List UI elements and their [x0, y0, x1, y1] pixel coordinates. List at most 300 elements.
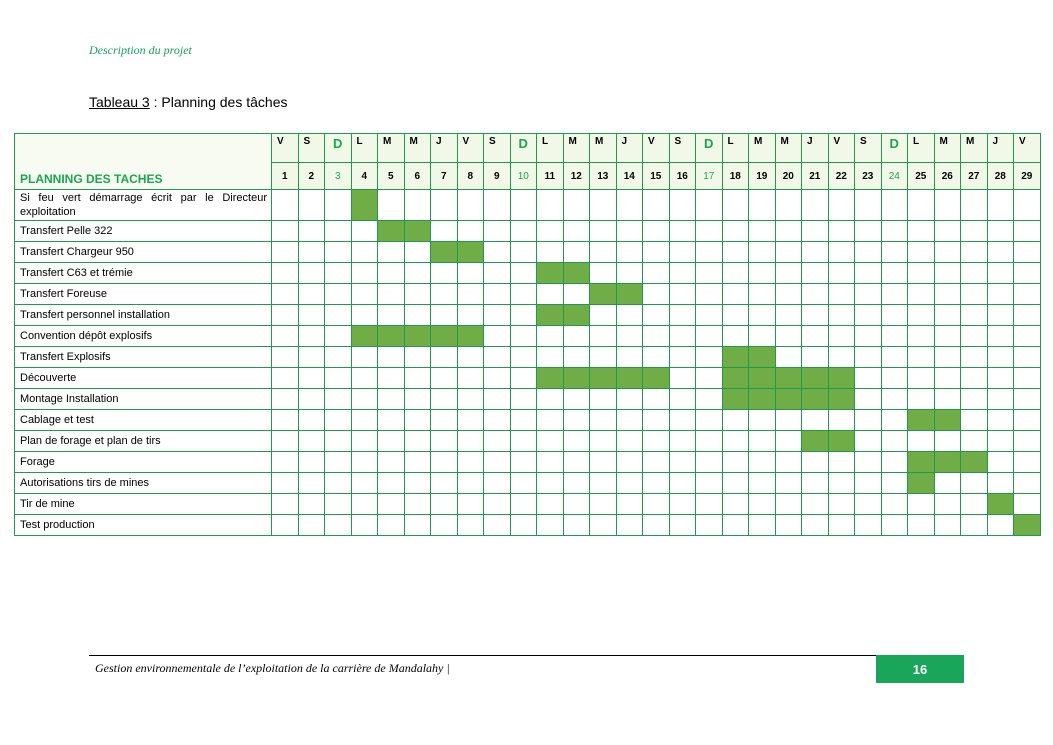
gantt-cell	[616, 515, 643, 536]
gantt-cell	[961, 284, 988, 305]
gantt-cell	[749, 305, 776, 326]
gantt-bar-cell	[431, 242, 458, 263]
gantt-cell	[298, 452, 325, 473]
day-letter: D	[696, 134, 723, 163]
gantt-cell	[987, 515, 1014, 536]
gantt-cell	[457, 410, 484, 431]
gantt-cell	[908, 305, 935, 326]
gantt-bar-cell	[828, 389, 855, 410]
gantt-cell	[855, 284, 882, 305]
gantt-cell	[749, 431, 776, 452]
gantt-cell	[457, 190, 484, 221]
gantt-cell	[722, 452, 749, 473]
day-letter: D	[510, 134, 537, 163]
gantt-cell	[537, 389, 564, 410]
gantt-cell	[590, 242, 617, 263]
gantt-cell	[881, 515, 908, 536]
gantt-cell	[616, 452, 643, 473]
gantt-cell	[325, 326, 352, 347]
gantt-cell	[431, 494, 458, 515]
gantt-cell	[961, 242, 988, 263]
gantt-cell	[590, 452, 617, 473]
gantt-cell	[775, 452, 802, 473]
gantt-cell	[563, 410, 590, 431]
day-letter: V	[272, 134, 299, 163]
task-row	[15, 305, 1041, 326]
gantt-cell	[431, 305, 458, 326]
gantt-cell	[431, 389, 458, 410]
gantt-cell	[272, 389, 299, 410]
gantt-cell	[378, 431, 405, 452]
gantt-cell	[669, 431, 696, 452]
gantt-cell	[669, 263, 696, 284]
gantt-cell	[351, 494, 378, 515]
day-number: 27	[961, 163, 988, 190]
gantt-cell	[828, 263, 855, 284]
gantt-cell	[987, 305, 1014, 326]
gantt-cell	[987, 473, 1014, 494]
gantt-cell	[378, 263, 405, 284]
gantt-bar-cell	[908, 452, 935, 473]
gantt-cell	[404, 242, 431, 263]
gantt-cell	[616, 473, 643, 494]
gantt-cell	[325, 452, 352, 473]
gantt-cell	[272, 473, 299, 494]
day-number: 4	[351, 163, 378, 190]
gantt-cell	[881, 284, 908, 305]
gantt-cell	[484, 347, 511, 368]
gantt-cell	[1014, 431, 1041, 452]
gantt-cell	[351, 263, 378, 284]
day-number: 11	[537, 163, 564, 190]
gantt-cell	[802, 347, 829, 368]
gantt-cell	[908, 515, 935, 536]
day-letter: J	[987, 134, 1014, 163]
gantt-cell	[1014, 221, 1041, 242]
gantt-cell	[881, 452, 908, 473]
gantt-cell	[351, 515, 378, 536]
gantt-cell	[987, 190, 1014, 221]
gantt-cell	[272, 515, 299, 536]
gantt-cell	[749, 494, 776, 515]
gantt-cell	[828, 515, 855, 536]
gantt-cell	[510, 494, 537, 515]
gantt-cell	[881, 242, 908, 263]
gantt-cell	[563, 515, 590, 536]
task-name: Transfert C63 et trémie	[15, 263, 272, 284]
gantt-cell	[537, 284, 564, 305]
day-number: 23	[855, 163, 882, 190]
gantt-cell	[457, 347, 484, 368]
day-number: 12	[563, 163, 590, 190]
gantt-cell	[298, 494, 325, 515]
gantt-cell	[484, 494, 511, 515]
gantt-cell	[749, 221, 776, 242]
gantt-cell	[961, 368, 988, 389]
gantt-cell	[961, 515, 988, 536]
gantt-cell	[987, 263, 1014, 284]
gantt-cell	[457, 263, 484, 284]
gantt-cell	[325, 368, 352, 389]
gantt-cell	[616, 190, 643, 221]
gantt-cell	[537, 515, 564, 536]
gantt-cell	[590, 347, 617, 368]
gantt-cell	[855, 515, 882, 536]
gantt-cell	[722, 473, 749, 494]
gantt-cell	[272, 284, 299, 305]
gantt-cell	[431, 431, 458, 452]
gantt-cell	[484, 190, 511, 221]
gantt-cell	[934, 389, 961, 410]
gantt-cell	[484, 242, 511, 263]
gantt-cell	[298, 284, 325, 305]
gantt-cell	[616, 410, 643, 431]
gantt-bar-cell	[802, 389, 829, 410]
gantt-cell	[616, 431, 643, 452]
gantt-cell	[325, 221, 352, 242]
gantt-cell	[325, 347, 352, 368]
gantt-cell	[563, 452, 590, 473]
gantt-cell	[828, 190, 855, 221]
gantt-cell	[987, 221, 1014, 242]
gantt-cell	[855, 410, 882, 431]
day-number: 9	[484, 163, 511, 190]
section-header: Description du projet	[89, 43, 192, 57]
gantt-cell	[590, 221, 617, 242]
gantt-bar-cell	[590, 368, 617, 389]
gantt-cell	[351, 347, 378, 368]
gantt-bar-cell	[537, 263, 564, 284]
gantt-cell	[908, 494, 935, 515]
day-letter: D	[325, 134, 352, 163]
gantt-cell	[510, 368, 537, 389]
gantt-cell	[961, 473, 988, 494]
gantt-bar-cell	[616, 368, 643, 389]
task-name: Transfert Foreuse	[15, 284, 272, 305]
gantt-cell	[669, 242, 696, 263]
gantt-cell	[802, 515, 829, 536]
gantt-cell	[828, 242, 855, 263]
gantt-cell	[881, 494, 908, 515]
gantt-cell	[722, 190, 749, 221]
gantt-cell	[802, 284, 829, 305]
gantt-cell	[908, 431, 935, 452]
gantt-bar-cell	[643, 368, 670, 389]
gantt-cell	[484, 326, 511, 347]
gantt-cell	[696, 326, 723, 347]
gantt-cell	[643, 326, 670, 347]
gantt-bar-cell	[616, 284, 643, 305]
gantt-cell	[669, 473, 696, 494]
gantt-cell	[881, 190, 908, 221]
gantt-cell	[537, 410, 564, 431]
gantt-cell	[325, 473, 352, 494]
gantt-cell	[643, 305, 670, 326]
gantt-cell	[510, 389, 537, 410]
gantt-bar-cell	[749, 347, 776, 368]
gantt-bar-cell	[563, 368, 590, 389]
gantt-cell	[828, 284, 855, 305]
task-name: Test production	[15, 515, 272, 536]
gantt-cell	[590, 263, 617, 284]
gantt-cell	[590, 326, 617, 347]
gantt-cell	[1014, 326, 1041, 347]
day-letter: M	[961, 134, 988, 163]
day-number: 15	[643, 163, 670, 190]
day-letter: M	[404, 134, 431, 163]
gantt-cell	[775, 494, 802, 515]
gantt-cell	[722, 284, 749, 305]
gantt-cell	[457, 389, 484, 410]
day-number: 1	[272, 163, 299, 190]
gantt-cell	[961, 221, 988, 242]
gantt-cell	[643, 473, 670, 494]
task-name: Transfert personnel installation	[15, 305, 272, 326]
gantt-cell	[298, 221, 325, 242]
task-row	[15, 242, 1041, 263]
gantt-cell	[404, 410, 431, 431]
task-row	[15, 326, 1041, 347]
gantt-bar-cell	[722, 389, 749, 410]
gantt-cell	[643, 431, 670, 452]
gantt-cell	[457, 221, 484, 242]
gantt-cell	[272, 242, 299, 263]
gantt-cell	[802, 473, 829, 494]
gantt-bar-cell	[775, 389, 802, 410]
gantt-cell	[934, 347, 961, 368]
gantt-cell	[987, 368, 1014, 389]
gantt-cell	[775, 305, 802, 326]
gantt-cell	[749, 326, 776, 347]
day-letter: V	[1014, 134, 1041, 163]
gantt-cell	[828, 494, 855, 515]
gantt-bar-cell	[722, 368, 749, 389]
gantt-cell	[696, 263, 723, 284]
gantt-cell	[908, 263, 935, 284]
gantt-cell	[934, 431, 961, 452]
gantt-cell	[722, 221, 749, 242]
gantt-cell	[749, 242, 776, 263]
task-row	[15, 452, 1041, 473]
gantt-cell	[457, 494, 484, 515]
gantt-cell	[855, 494, 882, 515]
gantt-cell	[484, 452, 511, 473]
gantt-cell	[298, 326, 325, 347]
gantt-cell	[722, 263, 749, 284]
day-number: 20	[775, 163, 802, 190]
gantt-cell	[934, 473, 961, 494]
gantt-bar-cell	[537, 368, 564, 389]
gantt-cell	[298, 242, 325, 263]
gantt-cell	[298, 305, 325, 326]
day-number: 8	[457, 163, 484, 190]
gantt-bar-cell	[828, 431, 855, 452]
gantt-cell	[537, 190, 564, 221]
task-name: Montage Installation	[15, 389, 272, 410]
day-number: 18	[722, 163, 749, 190]
gantt-cell	[987, 284, 1014, 305]
gantt-cell	[855, 431, 882, 452]
task-name: Si feu vert démarrage écrit par le Directeur exploitation	[15, 190, 272, 221]
gantt-cell	[987, 431, 1014, 452]
day-number: 16	[669, 163, 696, 190]
gantt-cell	[828, 305, 855, 326]
gantt-cell	[855, 473, 882, 494]
gantt-cell	[775, 515, 802, 536]
gantt-cell	[325, 494, 352, 515]
gantt-cell	[563, 190, 590, 221]
gantt-cell	[510, 515, 537, 536]
task-row	[15, 473, 1041, 494]
gantt-cell	[775, 347, 802, 368]
gantt-cell	[563, 242, 590, 263]
footer-text: Gestion environnementale de l’exploitation de la carrière de Mandalahy |	[95, 661, 450, 675]
gantt-cell	[669, 347, 696, 368]
gantt-bar-cell	[987, 494, 1014, 515]
gantt-cell	[510, 410, 537, 431]
gantt-cell	[351, 242, 378, 263]
gantt-cell	[934, 284, 961, 305]
gantt-cell	[775, 263, 802, 284]
gantt-cell	[643, 347, 670, 368]
day-number: 7	[431, 163, 458, 190]
gantt-cell	[1014, 494, 1041, 515]
gantt-cell	[669, 190, 696, 221]
gantt-cell	[828, 410, 855, 431]
gantt-cell	[378, 452, 405, 473]
task-name: Cablage et test	[15, 410, 272, 431]
gantt-cell	[696, 221, 723, 242]
gantt-cell	[351, 221, 378, 242]
gantt-cell	[431, 368, 458, 389]
gantt-cell	[351, 305, 378, 326]
day-number: 10	[510, 163, 537, 190]
gantt-cell	[457, 431, 484, 452]
gantt-cell	[881, 221, 908, 242]
task-name: Découverte	[15, 368, 272, 389]
gantt-cell	[351, 431, 378, 452]
gantt-cell	[272, 494, 299, 515]
gantt-cell	[908, 368, 935, 389]
gantt-cell	[696, 494, 723, 515]
gantt-cell	[881, 263, 908, 284]
gantt-bar-cell	[749, 368, 776, 389]
gantt-cell	[802, 305, 829, 326]
gantt-cell	[404, 389, 431, 410]
gantt-cell	[378, 242, 405, 263]
task-row	[15, 410, 1041, 431]
gantt-bar-cell	[908, 473, 935, 494]
gantt-cell	[934, 494, 961, 515]
gantt-cell	[802, 190, 829, 221]
gantt-cell	[431, 410, 458, 431]
gantt-cell	[643, 221, 670, 242]
gantt-cell	[272, 221, 299, 242]
gantt-cell	[404, 284, 431, 305]
gantt-cell	[722, 410, 749, 431]
gantt-bar-cell	[934, 452, 961, 473]
gantt-cell	[298, 368, 325, 389]
gantt-bar-cell	[563, 305, 590, 326]
gantt-cell	[431, 473, 458, 494]
gantt-cell	[722, 431, 749, 452]
gantt-cell	[484, 284, 511, 305]
gantt-cell	[563, 389, 590, 410]
gantt-cell	[590, 494, 617, 515]
gantt-cell	[802, 221, 829, 242]
day-number: 2	[298, 163, 325, 190]
gantt-cell	[934, 326, 961, 347]
gantt-cell	[484, 431, 511, 452]
gantt-cell	[351, 284, 378, 305]
task-name: Autorisations tirs de mines	[15, 473, 272, 494]
gantt-cell	[669, 368, 696, 389]
gantt-cell	[431, 515, 458, 536]
gantt-cell	[457, 284, 484, 305]
day-number: 21	[802, 163, 829, 190]
gantt-cell	[298, 431, 325, 452]
gantt-cell	[378, 473, 405, 494]
gantt-cell	[404, 347, 431, 368]
footer-divider	[89, 655, 876, 656]
gantt-cell	[457, 305, 484, 326]
gantt-cell	[272, 347, 299, 368]
gantt-bar-cell	[961, 452, 988, 473]
gantt-cell	[510, 263, 537, 284]
day-number: 6	[404, 163, 431, 190]
gantt-cell	[590, 431, 617, 452]
gantt-cell	[1014, 452, 1041, 473]
gantt-cell	[696, 515, 723, 536]
gantt-bar-cell	[775, 368, 802, 389]
gantt-cell	[1014, 242, 1041, 263]
gantt-cell	[590, 410, 617, 431]
gantt-cell	[696, 452, 723, 473]
gantt-cell	[563, 221, 590, 242]
gantt-cell	[855, 221, 882, 242]
gantt-cell	[563, 431, 590, 452]
gantt-cell	[855, 368, 882, 389]
gantt-cell	[457, 515, 484, 536]
gantt-cell	[696, 190, 723, 221]
gantt-cell	[802, 242, 829, 263]
day-letter: D	[881, 134, 908, 163]
day-letter: S	[669, 134, 696, 163]
gantt-bar-cell	[802, 431, 829, 452]
gantt-cell	[431, 263, 458, 284]
gantt-cell	[775, 242, 802, 263]
gantt-cell	[934, 263, 961, 284]
gantt-cell	[669, 452, 696, 473]
gantt-cell	[404, 190, 431, 221]
gantt-bar-cell	[802, 368, 829, 389]
gantt-cell	[484, 368, 511, 389]
gantt-cell	[802, 326, 829, 347]
gantt-cell	[749, 410, 776, 431]
gantt-cell	[775, 473, 802, 494]
gantt-cell	[298, 410, 325, 431]
gantt-cell	[616, 221, 643, 242]
gantt-cell	[749, 473, 776, 494]
gantt-cell	[590, 473, 617, 494]
gantt-cell	[404, 494, 431, 515]
gantt-bar-cell	[351, 326, 378, 347]
gantt-bar-cell	[749, 389, 776, 410]
gantt-cell	[722, 305, 749, 326]
gantt-cell	[1014, 410, 1041, 431]
gantt-cell	[431, 190, 458, 221]
gantt-cell	[484, 305, 511, 326]
